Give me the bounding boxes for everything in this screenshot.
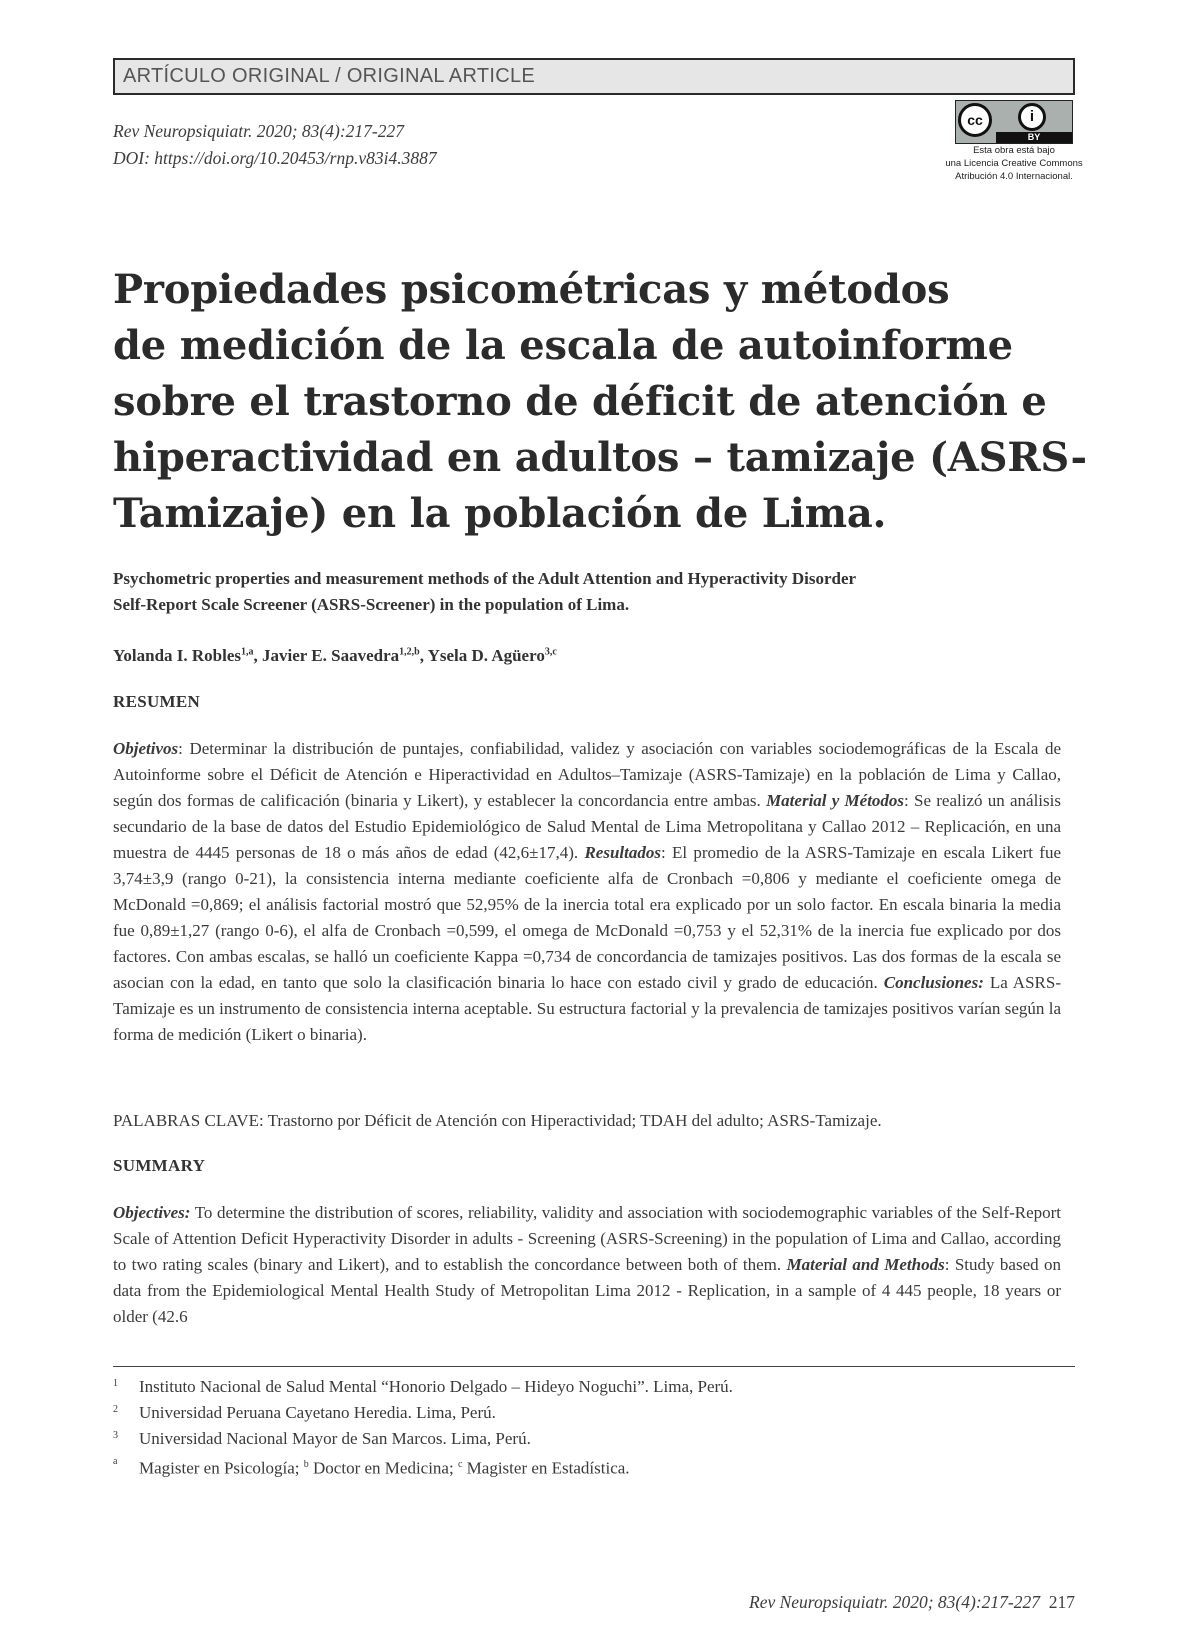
footnote-item: 3 Universidad Nacional Mayor de San Marcos. Lima, Perú.: [113, 1429, 531, 1448]
objectives-label: Objectives:: [113, 1203, 191, 1222]
author-list: Yolanda I. Robles$^{1,a}$, Javier E. Saavedra$^{1,2,b}$, Ysela D. Agüero$^{3,c}$: [113, 646, 557, 665]
author-name: Ysela D. Agüero: [427, 646, 545, 665]
english-title: [113, 566, 1073, 618]
license-line-1: Esta obra está bajo: [973, 145, 1055, 156]
journal-citation: [113, 118, 437, 172]
license-line-3: Atribución 4.0 Internacional.: [955, 171, 1073, 182]
author-affiliation: 3,c: [544, 646, 557, 658]
doi-link[interactable]: DOI: https://doi.org/10.20453/rnp.v83i4.3887: [113, 148, 437, 168]
creative-commons-icon: cc: [958, 103, 992, 137]
english-title-line: Self-Report Scale Screener (ASRS-Screener) in the population of Lima.: [113, 595, 630, 614]
english-title-line: Psychometric properties and measurement methods of the Adult Attention and Hyperactivity Disorder: [113, 569, 857, 588]
summary-paragraph: Objectives: To determine the distribution of scores, reliability, validity and association with sociodemographic variables of the Self-Report Scale of Attention Deficit Hyperactivity Disorder in adults - Screening (ASRS-Screening) in the population of Lima and Callao, according to two rating scales (binary and Likert), and to establish the concordance between both of them. Material and Methods: Study based on data from the Epidemiological Mental Health Study of Metropolitan Lima 2012 - Replication, in a sample of 4 445 people, 18 years or older (42.6: [113, 1203, 1062, 1326]
license-block: [934, 100, 1094, 183]
cc-by-label: BY: [996, 132, 1072, 143]
title-line: sobre el trastorno de déficit de atención e: [113, 378, 1047, 425]
footnote-divider: [113, 1366, 1075, 1367]
article-type-banner: [113, 58, 1075, 95]
title-line: hiperactividad en adultos – tamizaje (ASRS-: [113, 434, 1087, 481]
article-type-label: ARTÍCULO ORIGINAL / ORIGINAL ARTICLE: [123, 65, 536, 87]
footnote-degrees: a Magister en Psicología; $^b$ Doctor en Medicina; $^c$ Magister en Estadística.: [113, 1456, 630, 1478]
page-number: 217: [1048, 1592, 1075, 1612]
title-line: de medición de la escala de autoinforme: [113, 322, 1013, 369]
conclusiones-label: Conclusiones:: [883, 973, 984, 992]
title-line: Propiedades psicométricas y métodos: [113, 266, 950, 313]
footer-citation: Rev Neuropsiquiatr. 2020; 83(4):217-227: [749, 1592, 1040, 1612]
journal-reference: Rev Neuropsiquiatr. 2020; 83(4):217-227: [113, 121, 404, 141]
article-title: [113, 262, 1087, 542]
author-name: Javier E. Saavedra: [262, 646, 400, 665]
title-line: Tamizaje) en la población de Lima.: [113, 490, 887, 537]
cc-by-badge[interactable]: [955, 100, 1073, 144]
palabras-clave: PALABRAS CLAVE: Trastorno por Déficit de Atención con Hiperactividad; TDAH del adulto; ASRS-Tamizaje.: [113, 1111, 882, 1130]
objetivos-label: Objetivos: [113, 739, 179, 758]
license-line-2: una Licencia Creative Commons: [945, 158, 1083, 169]
footnotes: [113, 1374, 733, 1482]
resumen-heading: RESUMEN: [113, 692, 201, 711]
author-affiliation: 1,a: [241, 646, 254, 658]
page-footer: [749, 1592, 1075, 1613]
summary-heading: SUMMARY: [113, 1156, 206, 1175]
footnote-item: 2 Universidad Peruana Cayetano Heredia. Lima, Perú.: [113, 1403, 496, 1422]
methods-label: Material and Methods: [786, 1255, 945, 1274]
author-affiliation: 1,2,b: [399, 646, 420, 658]
resumen-paragraph: Objetivos: Determinar la distribución de puntajes, confiabilidad, validez y asociación con variables sociodemográficas de la Escala de Autoinforme sobre el Déficit de Atención e Hiperactividad en Adultos–Tamizaje (ASRS-Tamizaje) en la población de Lima y Callao, según dos formas de calificación (binaria y Likert), y establecer la concordancia entre ambas. Material y Métodos: Se realizó un análisis secundario de la base de datos del Estudio Epidemiológico de Salud Mental de Lima Metropolitana y Callao 2012 – Replicación, en una muestra de 4445 personas de 18 o más años de edad (42,6±17,4). Resultados: El promedio de la ASRS-Tamizaje en escala Likert fue 3,74±3,9 (rango 0-21), la consistencia interna mediante coeficiente alfa de Cronbach =0,806 y mediante el coeficiente omega de McDonald =0,869; el análisis factorial mostró que 52,95% de la inercia total era explicado por un solo factor. En escala binaria la media fue 0,89±1,27 (rango 0-6), el alfa de Cronbach =0,599, el omega de McDonald =0,753 y el 52,31% de la inercia fue explicado por dos factores. Con ambas escalas, se halló un coeficiente Kappa =0,734 de concordancia de tamizajes positivos. Las dos formas de la escala se asocian con la edad, en tanto que solo la clasificación binaria lo hace con estado civil y grado de educación. Conclusiones: La ASRS-Tamizaje es un instrumento de consistencia interna aceptable. Su estructura factorial y la prevalencia de tamizajes positivos varían según la forma de medición (Likert o binaria).: [113, 739, 1061, 1044]
footnote-item: 1 Instituto Nacional de Salud Mental “Honorio Delgado – Hideyo Noguchi”. Lima, Perú.: [113, 1377, 733, 1396]
author-name: Yolanda I. Robles: [113, 646, 242, 665]
material-label: Material y Métodos: [766, 791, 905, 810]
resultados-label: Resultados: [584, 843, 661, 862]
attribution-icon: i: [1018, 103, 1046, 131]
